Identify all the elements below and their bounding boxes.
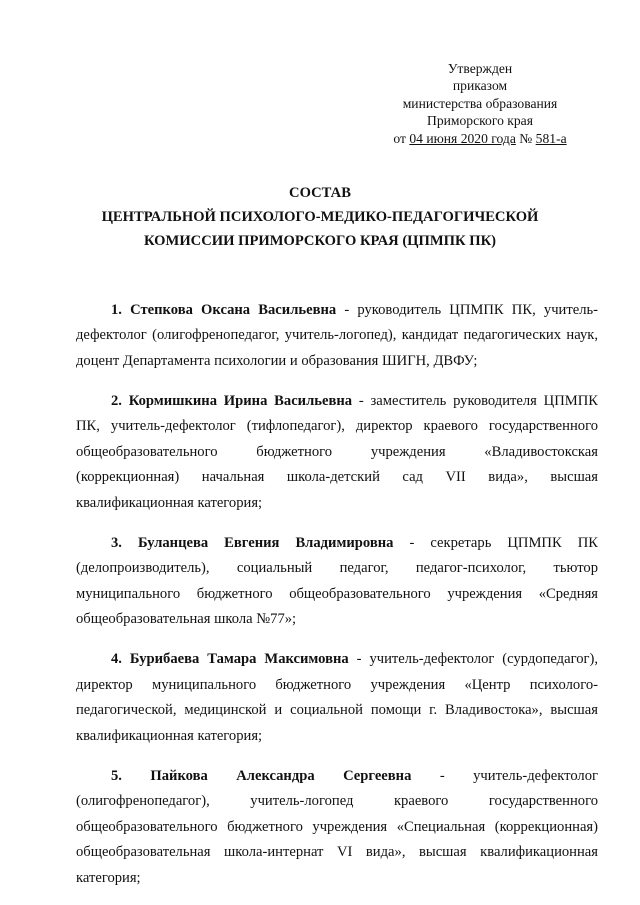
approval-date-line — [340, 130, 620, 147]
list-item — [76, 531, 598, 633]
member-description: - руководитель ЦПМПК ПК, учитель-дефектолог (олигофренопедагог, учитель-логопед), кандидат педагогических наук, доцент Департамента психологии и образования ШИГН, ДВФУ; — [76, 301, 599, 369]
list-item — [76, 298, 598, 375]
title-line-1: СОСТАВ — [289, 185, 351, 201]
approval-date: 04 июня 2020 года — [409, 130, 516, 146]
member-number: 1. — [111, 301, 122, 318]
member-name: Кормишкина Ирина Васильевна — [128, 392, 353, 409]
list-item — [76, 647, 598, 749]
approval-line-region: Приморского края — [427, 113, 533, 129]
approval-number: 581-а — [535, 130, 567, 146]
approval-line-ministry: министерства образования — [402, 95, 558, 111]
member-number: 4. — [111, 651, 122, 668]
approval-line-approved: Утвержден — [447, 61, 513, 76]
document-title — [40, 181, 600, 253]
member-number: 3. — [111, 534, 122, 551]
member-description: - учитель-дефектолог (олигофренопедагог), учитель-логопед краевого государственного общеобразовательного бюджетного учреждения «Специальная (коррекционная) общеобразовательная школа-интернат VI вида», высшая квалификационная категория; — [76, 767, 598, 886]
member-description: - учитель-дефектолог (сурдопедагог), директор муниципального бюджетного учреждения «Центр психолого-педагогической, медицинской и социальной помощи г. Владивостока», высшая квалификационная категория; — [76, 651, 598, 744]
member-description: - заместитель руководителя ЦПМПК ПК, учитель-дефектолог (тифлопедагог), директор краевого государственного общеобразовательного бюджетного учреждения «Владивостокская (коррекционная) начальная школа-детский сад VII вида», высшая квалификационная категория; — [76, 392, 598, 511]
member-description: - секретарь ЦПМПК ПК (делопроизводитель), социальный педагог, педагог-психолог, тьютор муниципального бюджетного общеобразовательного учреждения «Средняя общеобразовательная школа №77»; — [76, 534, 598, 628]
list-item — [76, 764, 598, 892]
member-name: Пайкова Александра Сергеевна — [150, 767, 412, 784]
approval-line-order: приказом — [452, 78, 508, 94]
member-name: Буланцева Евгения Владимировна — [137, 534, 394, 551]
list-item — [76, 389, 598, 517]
member-name: Бурибаева Тамара Максимовна — [129, 651, 349, 668]
approval-date-prefix: от — [393, 130, 406, 146]
approval-number-prefix: № — [519, 130, 533, 146]
member-list — [76, 283, 598, 896]
title-line-2: ЦЕНТРАЛЬНОЙ ПСИХОЛОГО-МЕДИКО-ПЕДАГОГИЧЕСКОЙ — [101, 209, 539, 225]
member-number: 2. — [111, 392, 122, 409]
approval-stamp — [340, 60, 620, 147]
title-line-3: КОМИССИИ ПРИМОРСКОГО КРАЯ (ЦПМПК ПК) — [143, 233, 497, 249]
member-name: Степкова Оксана Васильевна — [130, 301, 337, 318]
member-number: 5. — [111, 767, 122, 784]
